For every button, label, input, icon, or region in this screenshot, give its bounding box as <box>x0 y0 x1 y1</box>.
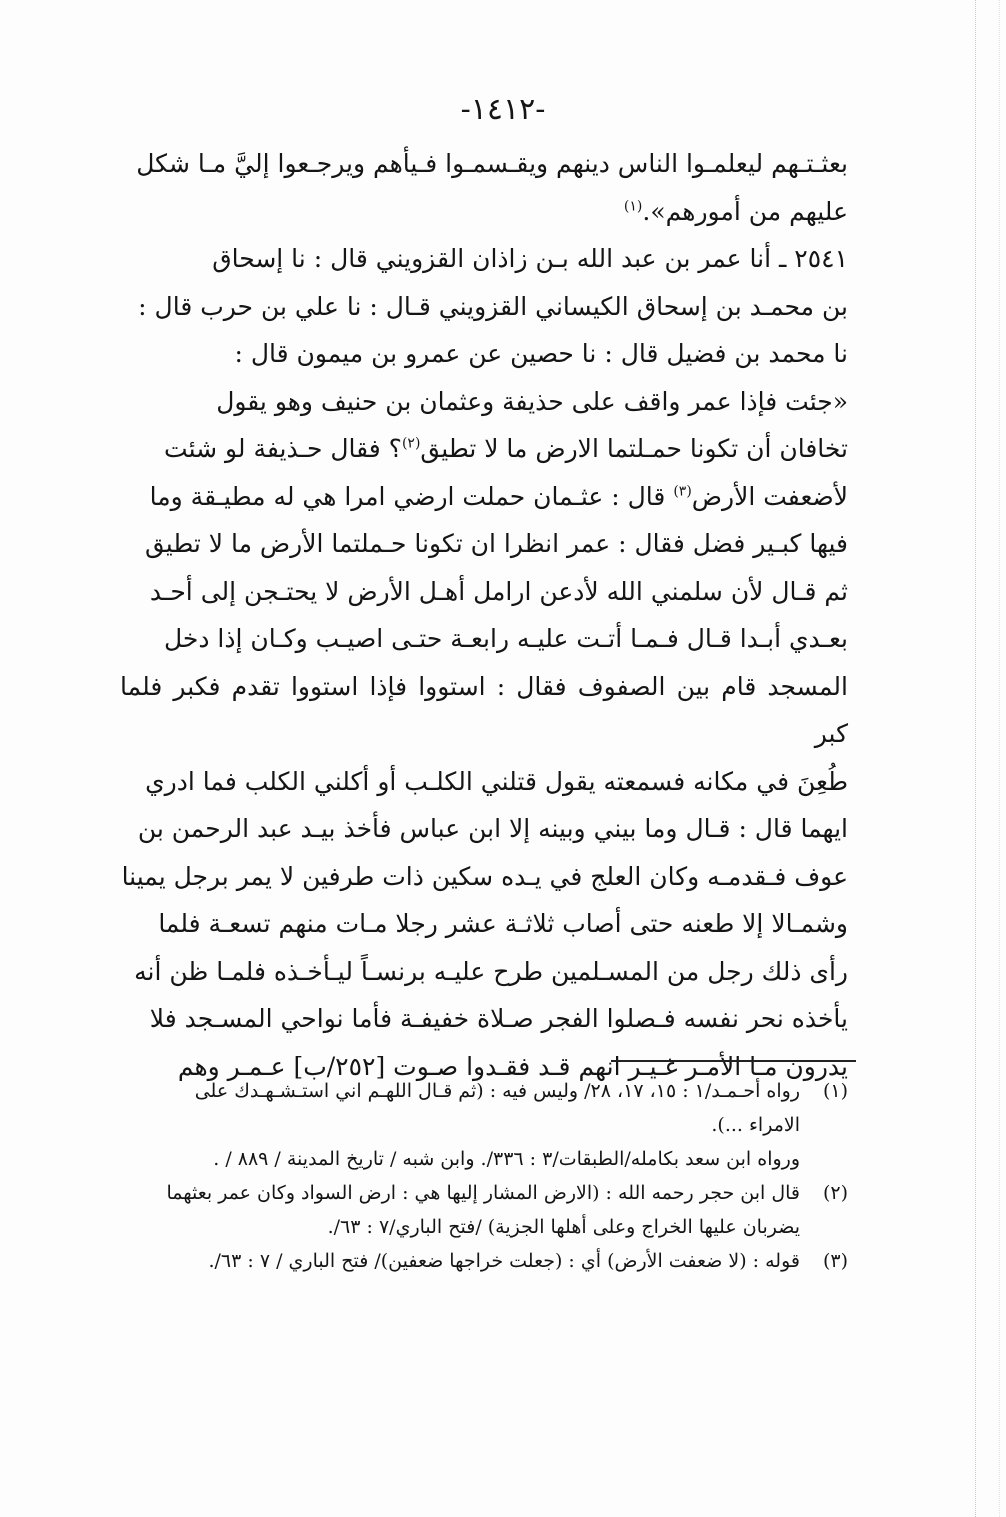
text-line <box>120 330 848 378</box>
line-text: عوف فـقدمـه وكان العلج في يـده سكين ذات طرفين لا يمر برجل يمينا <box>121 861 848 891</box>
text-line <box>120 568 848 616</box>
line-text: تخافان أن تكونا حمـلتما الارض ما لا تطيق <box>420 434 848 463</box>
line-text: ثم قـال لأن سلمني الله لأدعن ارامل أهـل الأرض لا يحتـجن إلى أحـد <box>149 576 848 606</box>
text-line <box>120 235 848 283</box>
text-line <box>120 663 848 758</box>
footnote-ref: (١) <box>623 198 643 215</box>
footnote-2 <box>120 1176 848 1210</box>
footnote-1-continued <box>120 1108 848 1142</box>
main-text <box>120 140 848 1090</box>
text-line <box>120 853 848 901</box>
line-text: فيها كبـير فضل فقال : عمر انظرا ان تكونا حـملتما الأرض ما لا تطيق <box>144 529 848 558</box>
footnote-text: يضربان عليها الخراج وعلى أهلها الجزية) /فتح الباري/٧ : ٦٣/. <box>327 1216 800 1238</box>
line-text: بن محمـد بن إسحاق الكيساني القزويني قـال : نا علي بن حرب قال : <box>138 291 848 321</box>
line-text: وشمـالا إلا طعنه حتى أصاب ثلاثـة عشر رجلا مـات منهم تسعـة فلما <box>158 909 848 938</box>
line-text: ؟ فقال حـذيفة لو شئت <box>164 434 402 463</box>
line-text: يدرون مـا الأمـر غـيـر انهم قـد فقـدوا صـوت [٢٥٢/ب] عـمـر وهم <box>177 1051 848 1081</box>
footnote-number: (٣) <box>822 1250 848 1272</box>
line-text: عليهم من أمورهم». <box>642 196 848 226</box>
scan-edge-line <box>975 0 976 1517</box>
footnote-separator <box>611 1060 856 1062</box>
line-text: يأخذه نحر نفسه فـصلوا الفجر صـلاة خفيفـة فأما نواحي المسـجد فلا <box>149 1004 848 1033</box>
footnote-text: رواه أحـمـد/١ : ١٥، ١٧، ٢٨/ وليس فيه : (ثم قـال اللهـم اني استـشـهـدك على <box>194 1080 800 1102</box>
text-line <box>120 378 848 426</box>
text-line <box>120 188 848 236</box>
footnote-number: (١) <box>822 1080 848 1102</box>
line-text: نا محمد بن فضيل قال : نا حصين عن عمرو بن ميمون قال : <box>234 339 848 368</box>
footnote-1-continued <box>120 1142 848 1176</box>
text-line <box>120 425 848 473</box>
footnote-ref: (٢) <box>401 435 421 452</box>
line-text: بعـدي أبـدا قـال فـمـا أتـت عليـه رابعـة حتـى اصيـب وكـان إذا دخل <box>163 624 848 653</box>
line-text: طُعِنَ في مكانه فسمعته يقول قتلني الكلـب أو أكلني الكلب فما ادري <box>145 766 848 796</box>
line-text: «جئت فإذا عمر واقف على حذيفة وعثمان بن حنيف وهو يقول <box>216 386 848 416</box>
line-text: لأضعفت الأرض <box>691 481 848 511</box>
text-line <box>120 948 848 996</box>
line-text: المسجد قام بين الصفوف فقال : استووا فإذا استووا تقدم فكبر فلما كبر <box>120 671 848 748</box>
text-line <box>120 758 848 806</box>
footnote-2-continued <box>120 1210 848 1244</box>
page-number: -١٤١٢- <box>460 92 546 127</box>
text-line <box>120 995 848 1043</box>
text-line <box>120 615 848 663</box>
text-line <box>120 805 848 853</box>
scan-edge-line-outer <box>999 0 1000 1517</box>
text-line <box>120 900 848 948</box>
line-text: بعثـتـهم ليعلمـوا الناس دينهم ويقـسمـوا فـيأهم ويرجـعوا إليَّ مـا شكل <box>136 149 848 178</box>
line-text: ايهما قال : قـال وما بيني وبينه إلا ابن عباس فأخذ بيـد عبد الرحمن بن <box>137 814 848 843</box>
footnote-text: ورواه ابن سعد بكامله/الطبقات/٣ : ٣٣٦/. وابن شبه / تاريخ المدينة / ٨٨٩ / . <box>213 1148 800 1170</box>
text-line <box>120 473 848 521</box>
line-text: ٢٥٤١ ـ أنا عمر بن عبد الله بـن زاذان القزويني قال : نا إسحاق <box>212 244 848 273</box>
footnote-text: الامراء ...). <box>711 1114 800 1136</box>
line-text: رأى ذلك رجل من المسـلمين طرح عليـه برنسـاً ليـأخـذه فلمـا ظن أنه <box>134 956 848 986</box>
footnote-ref: (٣) <box>673 483 692 500</box>
text-line <box>120 283 848 331</box>
footnote-3 <box>120 1244 848 1278</box>
footnote-number: (٢) <box>822 1182 848 1204</box>
footnote-text: قوله : (لا ضعفت الأرض) أي : (جعلت خراجها ضعفين)/ فتح الباري / ٧ : ٦٣/. <box>208 1250 800 1272</box>
footnotes <box>120 1074 848 1278</box>
line-text: قال : عثـمان حملت ارضي امرا هي له مطيـقة وما <box>149 481 674 511</box>
footnote-text: قال ابن حجر رحمه الله : (الارض المشار إليها هي : ارض السواد وكان عمر بعثهما <box>166 1182 800 1204</box>
text-line <box>120 140 848 188</box>
text-line <box>120 520 848 568</box>
footnote-1 <box>120 1074 848 1108</box>
